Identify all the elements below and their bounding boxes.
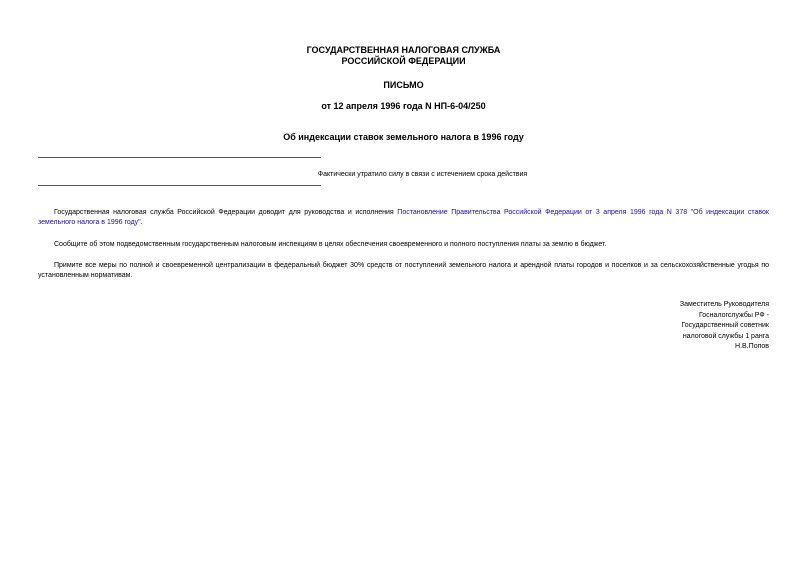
- paragraph-1-end: .: [140, 219, 143, 226]
- paragraph-1-text: Государственная налоговая служба Российской Федерации доводит для руководства и исполнения: [54, 209, 398, 216]
- paragraph-1: [38, 208, 769, 228]
- status-note: Фактически утратило силу в связи с истечением срока действия: [317, 171, 528, 178]
- resolution-link[interactable]: Постановление Правительства Российской Федерации от 3 апреля 1996 года N 378 "Об индексации ставок земельного налога в 1996 году": [38, 209, 769, 226]
- org-line-2: РОССИЙСКОЙ ФЕДЕРАЦИИ: [341, 56, 466, 66]
- signature-position: Заместитель Руководителя: [679, 301, 769, 308]
- divider-top: [38, 157, 321, 158]
- org-line-1: ГОСУДАРСТВЕННАЯ НАЛОГОВАЯ СЛУЖБА: [306, 45, 501, 55]
- paragraph-2: Сообщите об этом подведомственным государственным налоговым инспекциям в целях обеспечения своевременного и полного поступления платы за землю в бюджет.: [54, 241, 607, 248]
- document-date-number: от 12 апреля 1996 года N НП-6-04/250: [321, 101, 486, 111]
- document-type: ПИСЬМО: [383, 80, 424, 90]
- issuing-organization: [0, 45, 807, 67]
- divider-bottom: [38, 185, 321, 186]
- signature-rank-class: налоговой службы 1 ранга: [682, 332, 769, 340]
- signature-block: [680, 300, 769, 353]
- signature-rank-title: Государственный советник: [681, 322, 769, 329]
- document-title: Об индексации ставок земельного налога в 1996 году: [283, 132, 524, 142]
- paragraph-3: Примите все меры по полной и своевременной централизации в федеральный бюджет 30% средств от поступлений земельного налога и арендной платы городов и поселков и за сельскохозяйственные угодья по установленным нормативам.: [38, 262, 769, 279]
- signature-name: Н.В.Попов: [735, 343, 769, 350]
- signature-agency: Госналогслужбы РФ -: [698, 311, 769, 319]
